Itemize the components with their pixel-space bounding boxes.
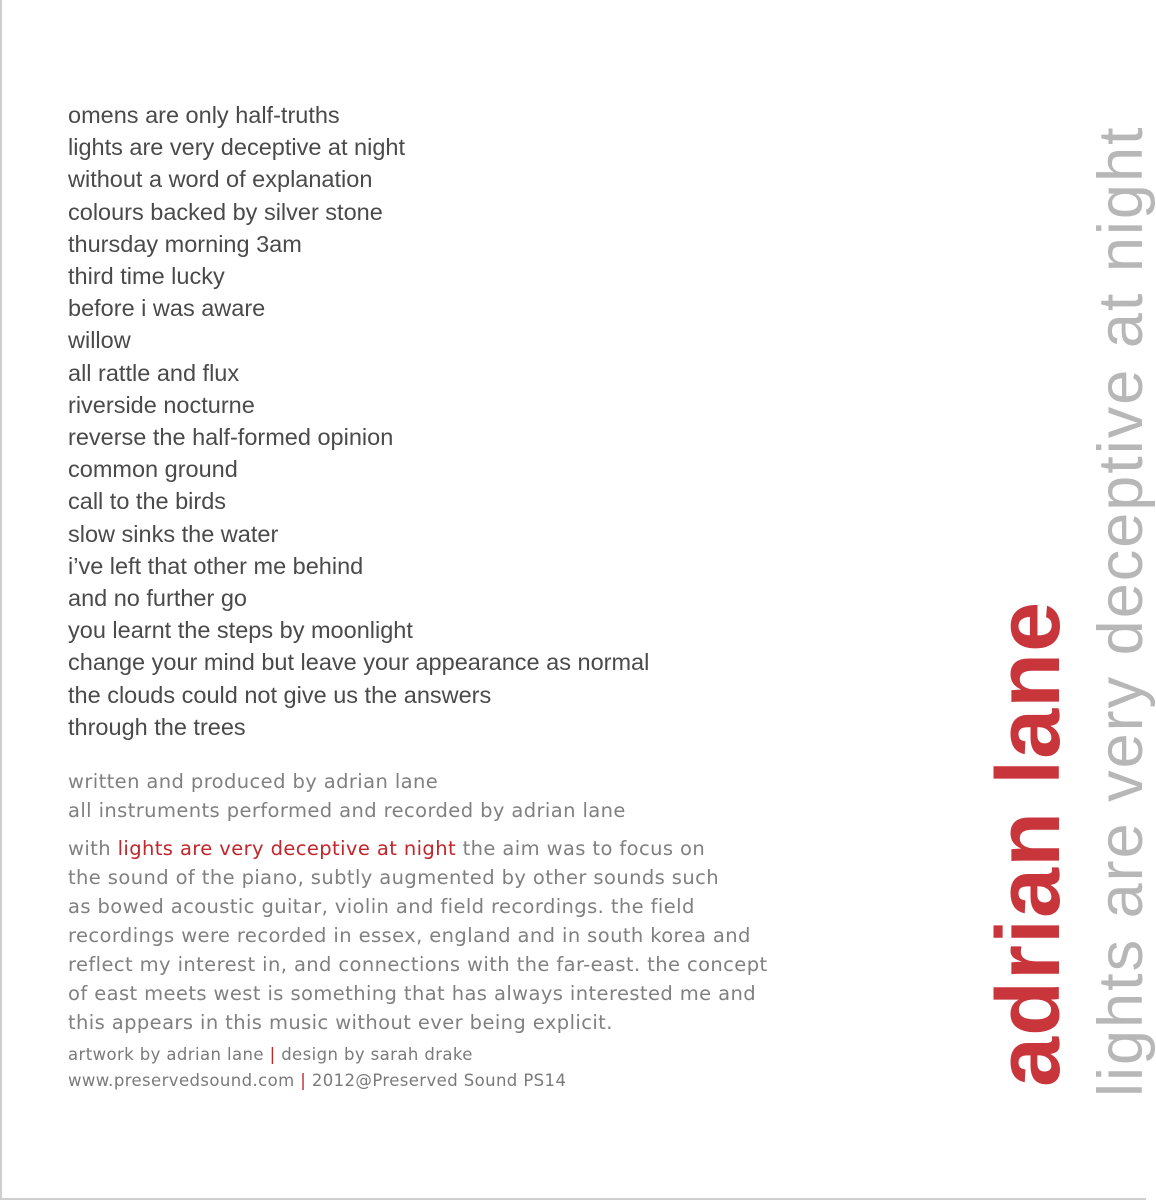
track-item: the clouds could not give us the answers [68, 681, 492, 708]
frame-border-left [0, 0, 2, 1200]
track-item: i’ve left that other me behind [68, 552, 364, 579]
description-line: as bowed acoustic guitar, violin and field recordings. the field [68, 895, 695, 918]
album-title: lights are very deceptive at night [1086, 125, 1156, 1097]
track-item: omens are only half-truths [68, 102, 340, 128]
track-item: thursday morning 3am [68, 230, 302, 257]
album-description [68, 834, 948, 1037]
track-item: you learnt the steps by moonlight [68, 617, 413, 644]
artwork-credit: artwork by adrian lane [68, 1045, 264, 1064]
description-first-line-rest: the aim was to focus on [456, 837, 706, 860]
track-item: call to the birds [68, 488, 227, 515]
track-item: before i was aware [68, 295, 266, 322]
track-item: willow [68, 327, 131, 354]
description-line: recordings were recorded in essex, england and in south korea and [68, 924, 751, 947]
track-item: through the trees [68, 713, 246, 740]
track-item: change your mind but leave your appearance as normal [68, 649, 650, 676]
track-item: and no further go [68, 585, 247, 612]
description-prefix: with [68, 837, 118, 860]
footer-line-artwork [68, 1042, 566, 1068]
track-list [68, 99, 649, 743]
credits-section [68, 767, 948, 1037]
description-line: this appears in this music without ever being explicit. [68, 1011, 613, 1034]
track-item: slow sinks the water [68, 520, 279, 547]
track-item: reverse the half-formed opinion [68, 424, 394, 451]
track-item: colours backed by silver stone [68, 198, 383, 225]
credit-instruments: all instruments performed and recorded by adrian lane [68, 799, 626, 822]
separator: | [300, 1071, 307, 1090]
track-item: riverside nocturne [68, 391, 255, 418]
track-item: lights are very deceptive at night [68, 134, 406, 161]
footer-credits [68, 1042, 566, 1094]
credit-written-produced: written and produced by adrian lane [68, 770, 439, 793]
track-item: all rattle and flux [68, 359, 240, 386]
artist-name: adrian lane [979, 600, 1079, 1087]
description-line: reflect my interest in, and connections with the far-east. the concept [68, 953, 768, 976]
separator: | [269, 1045, 276, 1064]
footer-line-website [68, 1068, 566, 1094]
track-item: third time lucky [68, 263, 225, 290]
track-item: common ground [68, 456, 238, 483]
description-line: of east meets west is something that has always interested me and [68, 982, 756, 1005]
copyright-text: 2012@Preserved Sound PS14 [311, 1071, 567, 1090]
design-credit: design by sarah drake [281, 1045, 473, 1064]
track-item: without a word of explanation [68, 166, 373, 193]
description-line [68, 834, 948, 863]
description-line: the sound of the piano, subtly augmented by other sounds such [68, 866, 719, 889]
description-album-title: lights are very deceptive at night [117, 837, 457, 860]
website-link: www.preservedsound.com [68, 1071, 295, 1090]
